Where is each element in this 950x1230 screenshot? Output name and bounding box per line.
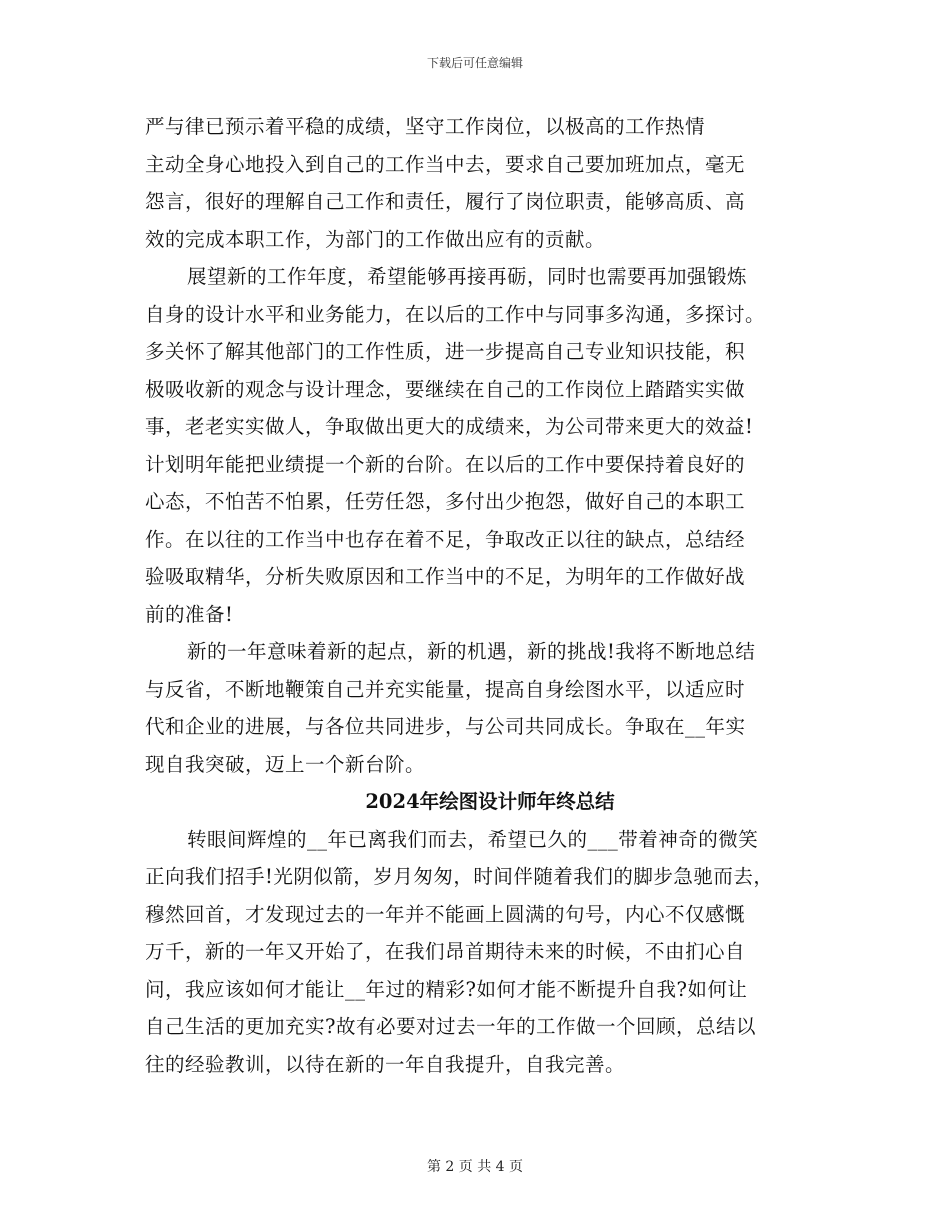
text-line: 问，我应该如何才能让__年过的精彩?如何才能不断提升自我?如何让 bbox=[145, 977, 748, 1001]
text-line: 与反省，不断地鞭策自己并充实能量，提高自身绘图水平，以适应时 bbox=[145, 677, 746, 701]
page-footer: 第 2 页 共 4 页 bbox=[426, 1159, 524, 1175]
section-paragraph-1 bbox=[145, 821, 815, 1084]
text-line: 自身的设计水平和业务能力，在以后的工作中与同事多沟通，多探讨。 bbox=[145, 302, 766, 326]
text-line: 事，老老实实做人，争取做出更大的成绩来，为公司带来更大的效益! bbox=[145, 415, 754, 438]
page-header: 下载后可任意编辑 bbox=[426, 56, 523, 70]
paragraph-2 bbox=[145, 258, 815, 633]
text-line: 自己生活的更加充实?故有必要对过去一年的工作做一个回顾，总结以 bbox=[145, 1015, 756, 1038]
text-line: 计划明年能把业绩提一个新的台阶。在以后的工作中要保持着良好的 bbox=[145, 452, 746, 476]
text-line: 极吸收新的观念与设计理念，要继续在自己的工作岗位上踏踏实实做 bbox=[145, 377, 746, 401]
text-line: 严与律已预示着平稳的成绩，坚守工作岗位，以极高的工作热情 bbox=[145, 115, 706, 138]
text-line: 作。在以往的工作当中也存在着不足，争取改正以往的缺点，总结经 bbox=[145, 527, 746, 551]
text-line: 穆然回首，才发现过去的一年并不能画上圆满的句号，内心不仅感慨 bbox=[145, 902, 746, 926]
document-body bbox=[145, 108, 815, 1083]
text-line: 新的一年意味着新的起点，新的机遇，新的挑战!我将不断地总结 bbox=[187, 640, 756, 663]
text-line: 现自我突破，迈上一个新台阶。 bbox=[145, 752, 426, 776]
text-line: 心态，不怕苦不怕累，任劳任怨，多付出少抱怨，做好自己的本职工 bbox=[145, 490, 746, 513]
text-line: 前的准备! bbox=[145, 602, 234, 626]
paragraph-3 bbox=[145, 633, 815, 783]
text-line: 转眼间辉煌的__年已离我们而去，希望已久的___带着神奇的微笑 bbox=[187, 827, 759, 851]
text-line: 正向我们招手!光阴似箭，岁月匆匆，时间伴随着我们的脚步急驰而去， bbox=[145, 865, 774, 888]
text-line: 展望新的工作年度，希望能够再接再砺，同时也需要再加强锻炼 bbox=[187, 265, 748, 288]
text-line: 往的经验教训，以待在新的一年自我提升，自我完善。 bbox=[145, 1052, 626, 1076]
text-line: 多关怀了解其他部门的工作性质，进一步提高自己专业知识技能，积 bbox=[145, 340, 746, 363]
text-line: 万千，新的一年又开始了，在我们昂首期待未来的时候，不由扪心自 bbox=[145, 940, 746, 963]
text-line: 怨言，很好的理解自己工作和责任，履行了岗位职责，能够高质、高 bbox=[145, 190, 746, 213]
text-line: 代和企业的进展，与各位共同进步，与公司共同成长。争取在__年实 bbox=[145, 715, 746, 738]
text-line: 验吸取精华，分析失败原因和工作当中的不足，为明年的工作做好战 bbox=[145, 565, 746, 588]
paragraph-1 bbox=[145, 108, 815, 258]
section-title: 2024年绘图设计师年终总结 bbox=[365, 790, 615, 813]
text-line: 主动全身心地投入到自己的工作当中去，要求自己要加班加点，毫无 bbox=[145, 152, 746, 176]
text-line: 效的完成本职工作，为部门的工作做出应有的贡献。 bbox=[145, 227, 606, 251]
